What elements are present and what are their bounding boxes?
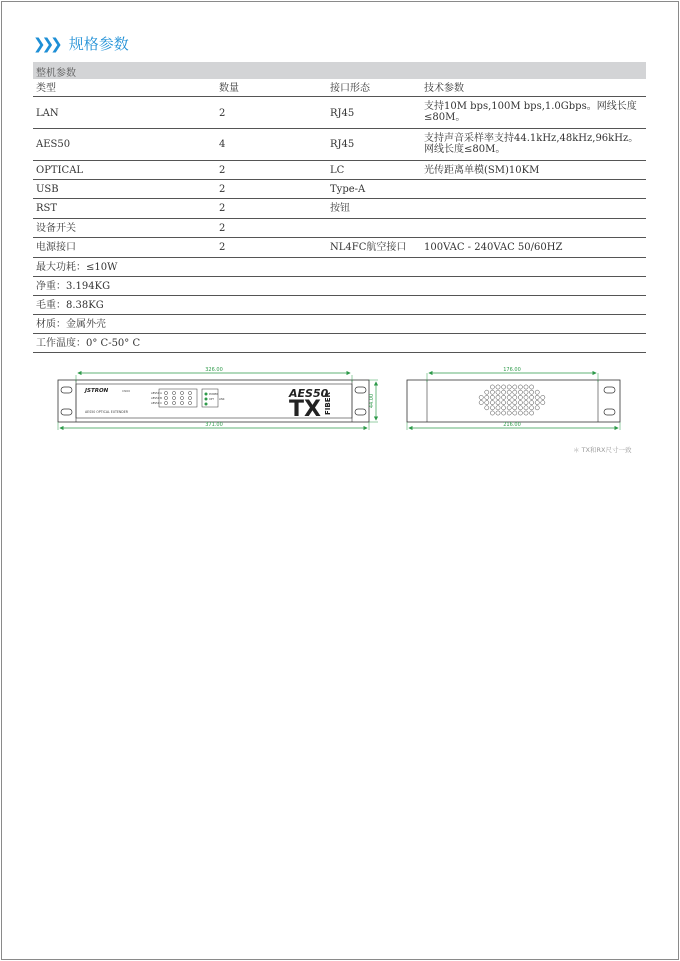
section-label: 整机参数 <box>36 68 76 79</box>
spec-row <box>33 258 646 277</box>
spec-max-power: 最大功耗：≤10W <box>36 262 118 273</box>
header-tech: 技术参数 <box>424 83 464 94</box>
dim-inner-width: 326.00 <box>205 367 223 373</box>
row-tech: 100VAC - 240VAC 50/60HZ <box>424 242 563 253</box>
row-interface: RJ45 <box>330 108 355 119</box>
row-type: 电源接口 <box>36 242 76 253</box>
spec-net-weight: 净重：3.194KG <box>36 281 111 292</box>
row-type: LAN <box>36 108 59 119</box>
row-interface: RJ45 <box>330 139 355 150</box>
row-type: AES50 <box>36 139 71 150</box>
spec-gross-weight: 毛重：8.38KG <box>36 300 104 311</box>
row-tech: 支持10M bps,100M bps,1.0Gbps。网线长度≤80M。 <box>424 101 637 123</box>
spec-heading <box>33 33 129 54</box>
port-label: AES50 B <box>151 397 162 400</box>
footnote: ＊ TX和RX尺寸一致 <box>573 446 632 454</box>
row-qty: 2 <box>219 223 226 234</box>
dim-side-top: 176.00 <box>503 367 521 373</box>
table-row <box>33 238 646 258</box>
row-tech: 支持声音采样率支持44.1kHz,48kHz,96kHz。网线长度≤80M。 <box>424 133 639 155</box>
row-interface: LC <box>330 165 345 176</box>
row-interface: 按钮 <box>330 203 350 214</box>
product-desc: AES50 OPTICAL EXTENDER <box>85 410 128 414</box>
table-row <box>33 219 646 238</box>
spec-row <box>33 296 646 315</box>
status-label: LINK <box>219 398 225 401</box>
dim-side-bottom: 216.00 <box>503 422 521 428</box>
page-title: 规格参数 <box>68 35 129 53</box>
port-label: AES50 C <box>151 402 162 405</box>
table-header-row <box>33 80 646 97</box>
table-row <box>33 97 646 129</box>
row-qty: 2 <box>219 184 226 195</box>
row-qty: 2 <box>219 165 226 176</box>
row-type: 设备开关 <box>36 223 76 234</box>
model-small: CN00 <box>122 389 131 393</box>
spec-operating-temp: 工作温度：0° C-50° C <box>36 338 141 349</box>
chevrons-icon: ❯❯❯ <box>33 34 59 53</box>
spec-row <box>33 334 646 353</box>
row-qty: 2 <box>219 203 226 214</box>
row-type: OPTICAL <box>36 165 84 176</box>
header-interface: 接口形态 <box>330 83 370 94</box>
table-row <box>33 161 646 180</box>
row-interface: NL4FC航空接口 <box>330 242 407 253</box>
port-label: AES50 A <box>151 392 162 395</box>
brand-logo: JSTRON <box>85 388 109 394</box>
front-view <box>58 367 378 430</box>
header-type: 类型 <box>36 83 56 94</box>
row-qty: 2 <box>219 242 226 253</box>
spec-row <box>33 315 646 334</box>
header-qty: 数量 <box>219 83 239 94</box>
product-line-text: AES50 <box>289 387 329 400</box>
row-qty: 4 <box>219 139 226 150</box>
dim-height: 44.00 <box>369 393 375 409</box>
row-tech: 光传距离单模(SM)10KM <box>424 165 540 176</box>
row-qty: 2 <box>219 108 226 119</box>
row-type: USB <box>36 184 59 195</box>
status-label: POWER <box>209 393 218 396</box>
tx-text: TX <box>289 397 321 422</box>
fiber-text: FIBER <box>324 392 332 415</box>
status-label: OPT <box>209 398 214 401</box>
side-view <box>407 367 620 430</box>
status-led-icon <box>205 393 208 406</box>
section-header <box>33 62 646 79</box>
spec-row <box>33 277 646 296</box>
dim-total-width: 371.00 <box>205 422 223 428</box>
row-interface: Type-A <box>330 184 366 195</box>
spec-material: 材质：金属外壳 <box>36 319 106 330</box>
table-row <box>33 199 646 219</box>
row-type: RST <box>36 203 58 214</box>
table-row <box>33 180 646 199</box>
table-row <box>33 129 646 161</box>
